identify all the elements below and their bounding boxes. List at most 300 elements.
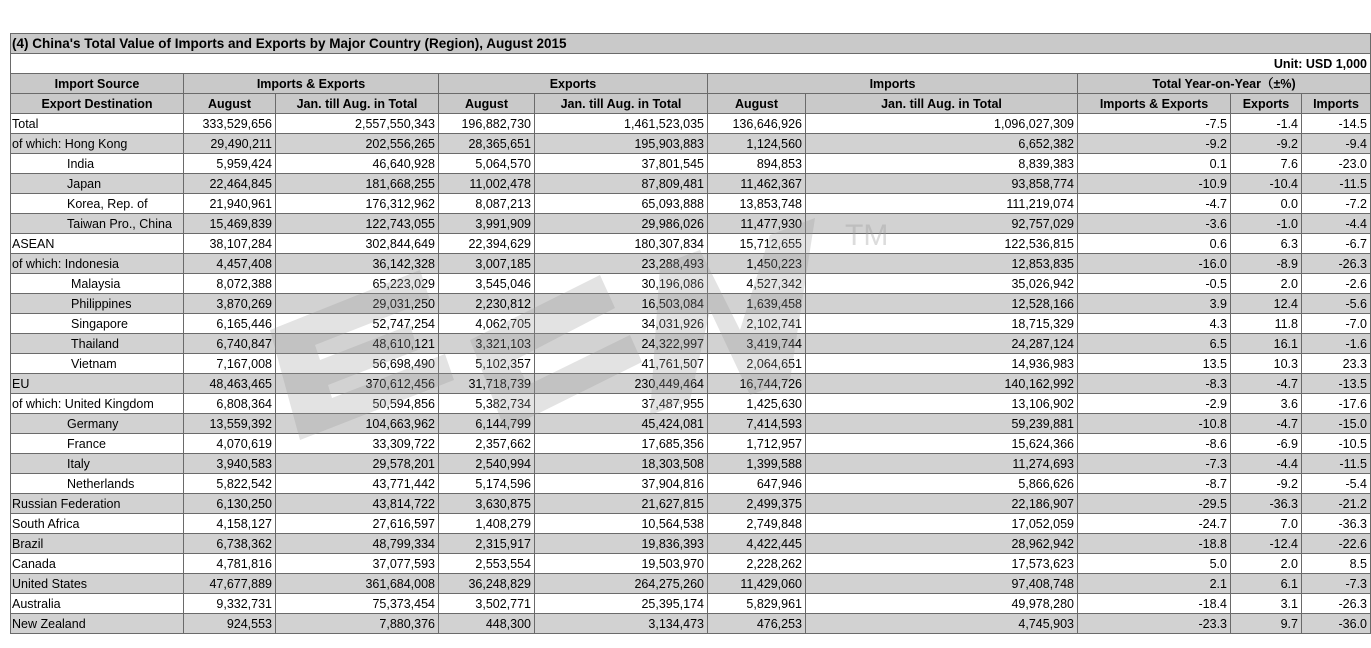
cell-value: -36.0 (1302, 614, 1371, 634)
table-row (11, 234, 1371, 254)
cell-value: 3,502,771 (439, 594, 535, 614)
cell-value: 2,228,262 (708, 554, 806, 574)
cell-value: 2.0 (1231, 554, 1302, 574)
row-country-name: of which: United Kingdom (11, 394, 184, 414)
cell-value: 65,223,029 (276, 274, 439, 294)
row-country-name: Japan (11, 174, 184, 194)
cell-value: 29,031,250 (276, 294, 439, 314)
cell-value: 5,829,961 (708, 594, 806, 614)
cell-value: -1.4 (1231, 114, 1302, 134)
cell-value: 6,740,847 (184, 334, 276, 354)
cell-value: 4,062,705 (439, 314, 535, 334)
cell-value: 361,684,008 (276, 574, 439, 594)
cell-value: -6.9 (1231, 434, 1302, 454)
table-row (11, 294, 1371, 314)
cell-value: 29,490,211 (184, 134, 276, 154)
cell-value: 15,624,366 (806, 434, 1078, 454)
cell-value: 7.6 (1231, 154, 1302, 174)
cell-value: -26.3 (1302, 594, 1371, 614)
header-ie-ytd: Jan. till Aug. in Total (276, 94, 439, 114)
cell-value: -4.7 (1231, 374, 1302, 394)
cell-value: 3,545,046 (439, 274, 535, 294)
cell-value: 2,230,812 (439, 294, 535, 314)
row-country-name: Germany (11, 414, 184, 434)
cell-value: 38,107,284 (184, 234, 276, 254)
cell-value: -29.5 (1078, 494, 1231, 514)
cell-value: 476,253 (708, 614, 806, 634)
cell-value: -10.5 (1302, 434, 1371, 454)
cell-value: 43,771,442 (276, 474, 439, 494)
cell-value: 8,087,213 (439, 194, 535, 214)
cell-value: -7.5 (1078, 114, 1231, 134)
table-row (11, 474, 1371, 494)
cell-value: 6,808,364 (184, 394, 276, 414)
cell-value: -7.0 (1302, 314, 1371, 334)
cell-value: 22,186,907 (806, 494, 1078, 514)
cell-value: -22.6 (1302, 534, 1371, 554)
cell-value: -17.6 (1302, 394, 1371, 414)
cell-value: 4,422,445 (708, 534, 806, 554)
cell-value: 21,940,961 (184, 194, 276, 214)
cell-value: 4,457,408 (184, 254, 276, 274)
row-country-name: EU (11, 374, 184, 394)
row-country-name: Canada (11, 554, 184, 574)
cell-value: 36,142,328 (276, 254, 439, 274)
cell-value: 3.1 (1231, 594, 1302, 614)
cell-value: 47,677,889 (184, 574, 276, 594)
cell-value: 30,196,086 (535, 274, 708, 294)
cell-value: -8.7 (1078, 474, 1231, 494)
cell-value: 65,093,888 (535, 194, 708, 214)
cell-value: 230,449,464 (535, 374, 708, 394)
cell-value: 41,761,507 (535, 354, 708, 374)
cell-value: 3,007,185 (439, 254, 535, 274)
svg-text:TM: TM (845, 219, 889, 252)
table-row (11, 614, 1371, 634)
cell-value: 17,052,059 (806, 514, 1078, 534)
header-ex-august: August (439, 94, 535, 114)
cell-value: 104,663,962 (276, 414, 439, 434)
cell-value: 2.0 (1231, 274, 1302, 294)
cell-value: 28,962,942 (806, 534, 1078, 554)
cell-value: 11,429,060 (708, 574, 806, 594)
cell-value: 8,839,383 (806, 154, 1078, 174)
cell-value: 5,064,570 (439, 154, 535, 174)
cell-value: 19,836,393 (535, 534, 708, 554)
row-country-name: South Africa (11, 514, 184, 534)
header-yoy-im: Imports (1302, 94, 1371, 114)
cell-value: 7,167,008 (184, 354, 276, 374)
row-country-name: Brazil (11, 534, 184, 554)
cell-value: 181,668,255 (276, 174, 439, 194)
trade-table (10, 33, 1371, 634)
cell-value: -26.3 (1302, 254, 1371, 274)
cell-value: 2.1 (1078, 574, 1231, 594)
cell-value: 7,414,593 (708, 414, 806, 434)
header-imports: Imports (708, 74, 1078, 94)
cell-value: 33,309,722 (276, 434, 439, 454)
cell-value: 3,419,744 (708, 334, 806, 354)
cell-value: 93,858,774 (806, 174, 1078, 194)
cell-value: 3,870,269 (184, 294, 276, 314)
table-row (11, 374, 1371, 394)
cell-value: 202,556,265 (276, 134, 439, 154)
cell-value: 35,026,942 (806, 274, 1078, 294)
row-country-name: United States (11, 574, 184, 594)
cell-value: 2,064,651 (708, 354, 806, 374)
cell-value: 48,610,121 (276, 334, 439, 354)
cell-value: -15.0 (1302, 414, 1371, 434)
cell-value: 196,882,730 (439, 114, 535, 134)
cell-value: -24.7 (1078, 514, 1231, 534)
cell-value: -12.4 (1231, 534, 1302, 554)
cell-value: 16,744,726 (708, 374, 806, 394)
cell-value: 11,002,478 (439, 174, 535, 194)
cell-value: -9.4 (1302, 134, 1371, 154)
cell-value: 6,738,362 (184, 534, 276, 554)
cell-value: 1,124,560 (708, 134, 806, 154)
cell-value: 370,612,456 (276, 374, 439, 394)
row-country-name: Malaysia (11, 274, 184, 294)
cell-value: 9,332,731 (184, 594, 276, 614)
cell-value: -5.6 (1302, 294, 1371, 314)
cell-value: 15,469,839 (184, 214, 276, 234)
cell-value: 24,287,124 (806, 334, 1078, 354)
cell-value: 19,503,970 (535, 554, 708, 574)
row-country-name: ASEAN (11, 234, 184, 254)
header-import-source: Import Source (11, 74, 184, 94)
cell-value: 2,553,554 (439, 554, 535, 574)
header-yoy-ex: Exports (1231, 94, 1302, 114)
cell-value: -4.4 (1231, 454, 1302, 474)
cell-value: 264,275,260 (535, 574, 708, 594)
cell-value: 23,288,493 (535, 254, 708, 274)
header-im-ytd: Jan. till Aug. in Total (806, 94, 1078, 114)
row-country-name: Philippines (11, 294, 184, 314)
cell-value: 15,712,655 (708, 234, 806, 254)
cell-value: 924,553 (184, 614, 276, 634)
table-row (11, 534, 1371, 554)
cell-value: 1,425,630 (708, 394, 806, 414)
cell-value: 48,799,334 (276, 534, 439, 554)
row-country-name: Total (11, 114, 184, 134)
header-ie-august: August (184, 94, 276, 114)
cell-value: 25,395,174 (535, 594, 708, 614)
cell-value: -36.3 (1302, 514, 1371, 534)
cell-value: 13,106,902 (806, 394, 1078, 414)
cell-value: 37,077,593 (276, 554, 439, 574)
cell-value: 6,130,250 (184, 494, 276, 514)
table-row (11, 254, 1371, 274)
cell-value: 10,564,538 (535, 514, 708, 534)
cell-value: 111,219,074 (806, 194, 1078, 214)
cell-value: 3,321,103 (439, 334, 535, 354)
cell-value: 302,844,649 (276, 234, 439, 254)
cell-value: 29,986,026 (535, 214, 708, 234)
cell-value: 8,072,388 (184, 274, 276, 294)
cell-value: 122,536,815 (806, 234, 1078, 254)
table-row (11, 334, 1371, 354)
title-row (11, 34, 1371, 54)
cell-value: -4.4 (1302, 214, 1371, 234)
table-title: (4) China's Total Value of Imports and Exports by Major Country (Region), August 2015 (11, 34, 1371, 54)
row-country-name: Thailand (11, 334, 184, 354)
cell-value: 12.4 (1231, 294, 1302, 314)
cell-value: -23.0 (1302, 154, 1371, 174)
cell-value: -6.7 (1302, 234, 1371, 254)
cell-value: 448,300 (439, 614, 535, 634)
cell-value: 3,991,909 (439, 214, 535, 234)
cell-value: 87,809,481 (535, 174, 708, 194)
cell-value: -13.5 (1302, 374, 1371, 394)
row-country-name: France (11, 434, 184, 454)
table-row (11, 134, 1371, 154)
cell-value: 28,365,651 (439, 134, 535, 154)
cell-value: 3.6 (1231, 394, 1302, 414)
cell-value: 12,528,166 (806, 294, 1078, 314)
cell-value: 6,652,382 (806, 134, 1078, 154)
cell-value: -10.4 (1231, 174, 1302, 194)
table-row (11, 114, 1371, 134)
cell-value: 4,158,127 (184, 514, 276, 534)
cell-value: 5,959,424 (184, 154, 276, 174)
table-row (11, 414, 1371, 434)
table-row (11, 314, 1371, 334)
cell-value: -4.7 (1078, 194, 1231, 214)
cell-value: -5.4 (1302, 474, 1371, 494)
cell-value: -2.9 (1078, 394, 1231, 414)
cell-value: -9.2 (1231, 474, 1302, 494)
cell-value: 2,749,848 (708, 514, 806, 534)
cell-value: -1.0 (1231, 214, 1302, 234)
cell-value: 14,936,983 (806, 354, 1078, 374)
cell-value: -1.6 (1302, 334, 1371, 354)
cell-value: 29,578,201 (276, 454, 439, 474)
cell-value: 31,718,739 (439, 374, 535, 394)
table-body (11, 114, 1371, 634)
cell-value: 4,745,903 (806, 614, 1078, 634)
cell-value: 7.0 (1231, 514, 1302, 534)
cell-value: 46,640,928 (276, 154, 439, 174)
cell-value: 9.7 (1231, 614, 1302, 634)
cell-value: 13,559,392 (184, 414, 276, 434)
cell-value: 27,616,597 (276, 514, 439, 534)
cell-value: 75,373,454 (276, 594, 439, 614)
cell-value: 11,274,693 (806, 454, 1078, 474)
cell-value: 0.0 (1231, 194, 1302, 214)
cell-value: 3,134,473 (535, 614, 708, 634)
cell-value: 49,978,280 (806, 594, 1078, 614)
cell-value: 5.0 (1078, 554, 1231, 574)
cell-value: 5,102,357 (439, 354, 535, 374)
row-country-name: Australia (11, 594, 184, 614)
cell-value: -4.7 (1231, 414, 1302, 434)
cell-value: 1,461,523,035 (535, 114, 708, 134)
cell-value: 333,529,656 (184, 114, 276, 134)
cell-value: 6.5 (1078, 334, 1231, 354)
cell-value: 59,239,881 (806, 414, 1078, 434)
table-row (11, 494, 1371, 514)
cell-value: 0.6 (1078, 234, 1231, 254)
cell-value: 4.3 (1078, 314, 1231, 334)
cell-value: 5,174,596 (439, 474, 535, 494)
cell-value: 50,594,856 (276, 394, 439, 414)
cell-value: 48,463,465 (184, 374, 276, 394)
cell-value: 4,781,816 (184, 554, 276, 574)
cell-value: 1,712,957 (708, 434, 806, 454)
cell-value: 1,450,223 (708, 254, 806, 274)
row-country-name: Netherlands (11, 474, 184, 494)
cell-value: 37,801,545 (535, 154, 708, 174)
row-country-name: Russian Federation (11, 494, 184, 514)
row-country-name: Vietnam (11, 354, 184, 374)
cell-value: 3,940,583 (184, 454, 276, 474)
cell-value: 24,322,997 (535, 334, 708, 354)
cell-value: -10.8 (1078, 414, 1231, 434)
cell-value: 18,303,508 (535, 454, 708, 474)
cell-value: 2,540,994 (439, 454, 535, 474)
cell-value: 6.1 (1231, 574, 1302, 594)
cell-value: 11.8 (1231, 314, 1302, 334)
table-row (11, 214, 1371, 234)
table-row (11, 194, 1371, 214)
cell-value: 7,880,376 (276, 614, 439, 634)
table-row (11, 454, 1371, 474)
cell-value: 10.3 (1231, 354, 1302, 374)
cell-value: 6.3 (1231, 234, 1302, 254)
cell-value: 894,853 (708, 154, 806, 174)
cell-value: -10.9 (1078, 174, 1231, 194)
cell-value: 17,685,356 (535, 434, 708, 454)
cell-value: -14.5 (1302, 114, 1371, 134)
table-row (11, 154, 1371, 174)
cell-value: 5,866,626 (806, 474, 1078, 494)
cell-value: 92,757,029 (806, 214, 1078, 234)
cell-value: -8.9 (1231, 254, 1302, 274)
cell-value: 37,904,816 (535, 474, 708, 494)
cell-value: -7.3 (1078, 454, 1231, 474)
header-export-destination: Export Destination (11, 94, 184, 114)
cell-value: -2.6 (1302, 274, 1371, 294)
cell-value: 647,946 (708, 474, 806, 494)
cell-value: -9.2 (1231, 134, 1302, 154)
cell-value: 21,627,815 (535, 494, 708, 514)
table-row (11, 574, 1371, 594)
cell-value: 5,382,734 (439, 394, 535, 414)
cell-value: 97,408,748 (806, 574, 1078, 594)
table-row (11, 434, 1371, 454)
cell-value: 195,903,883 (535, 134, 708, 154)
cell-value: -18.8 (1078, 534, 1231, 554)
table-row (11, 514, 1371, 534)
cell-value: 6,165,446 (184, 314, 276, 334)
cell-value: 34,031,926 (535, 314, 708, 334)
row-country-name: of which: Indonesia (11, 254, 184, 274)
cell-value: -9.2 (1078, 134, 1231, 154)
cell-value: 23.3 (1302, 354, 1371, 374)
cell-value: 3.9 (1078, 294, 1231, 314)
row-country-name: India (11, 154, 184, 174)
unit-row (11, 54, 1371, 74)
cell-value: 180,307,834 (535, 234, 708, 254)
cell-value: 140,162,992 (806, 374, 1078, 394)
header-row-2 (11, 94, 1371, 114)
cell-value: 4,527,342 (708, 274, 806, 294)
cell-value: -3.6 (1078, 214, 1231, 234)
table-row (11, 174, 1371, 194)
header-ex-ytd: Jan. till Aug. in Total (535, 94, 708, 114)
header-yoy-ie: Imports & Exports (1078, 94, 1231, 114)
cell-value: 2,557,550,343 (276, 114, 439, 134)
table-row (11, 594, 1371, 614)
cell-value: 18,715,329 (806, 314, 1078, 334)
cell-value: 22,394,629 (439, 234, 535, 254)
cell-value: 56,698,490 (276, 354, 439, 374)
cell-value: 2,102,741 (708, 314, 806, 334)
header-imports-exports: Imports & Exports (184, 74, 439, 94)
header-yoy: Total Year-on-Year（±%) (1078, 74, 1371, 94)
cell-value: 22,464,845 (184, 174, 276, 194)
cell-value: 36,248,829 (439, 574, 535, 594)
cell-value: 45,424,081 (535, 414, 708, 434)
cell-value: 2,315,917 (439, 534, 535, 554)
cell-value: -8.6 (1078, 434, 1231, 454)
cell-value: 1,408,279 (439, 514, 535, 534)
cell-value: 6,144,799 (439, 414, 535, 434)
table-row (11, 354, 1371, 374)
cell-value: 37,487,955 (535, 394, 708, 414)
cell-value: -11.5 (1302, 174, 1371, 194)
cell-value: 5,822,542 (184, 474, 276, 494)
cell-value: -8.3 (1078, 374, 1231, 394)
cell-value: 122,743,055 (276, 214, 439, 234)
cell-value: 1,639,458 (708, 294, 806, 314)
cell-value: -7.2 (1302, 194, 1371, 214)
cell-value: 1,399,588 (708, 454, 806, 474)
cell-value: 136,646,926 (708, 114, 806, 134)
cell-value: 1,096,027,309 (806, 114, 1078, 134)
row-country-name: Italy (11, 454, 184, 474)
header-im-august: August (708, 94, 806, 114)
cell-value: 4,070,619 (184, 434, 276, 454)
cell-value: -11.5 (1302, 454, 1371, 474)
cell-value: -0.5 (1078, 274, 1231, 294)
cell-value: 43,814,722 (276, 494, 439, 514)
row-country-name: New Zealand (11, 614, 184, 634)
cell-value: 0.1 (1078, 154, 1231, 174)
cell-value: 176,312,962 (276, 194, 439, 214)
cell-value: 12,853,835 (806, 254, 1078, 274)
cell-value: 11,477,930 (708, 214, 806, 234)
cell-value: 11,462,367 (708, 174, 806, 194)
cell-value: 16,503,084 (535, 294, 708, 314)
cell-value: -18.4 (1078, 594, 1231, 614)
cell-value: 3,630,875 (439, 494, 535, 514)
row-country-name: Taiwan Pro., China (11, 214, 184, 234)
cell-value: 52,747,254 (276, 314, 439, 334)
table-row (11, 274, 1371, 294)
cell-value: -21.2 (1302, 494, 1371, 514)
cell-value: -36.3 (1231, 494, 1302, 514)
cell-value: 17,573,623 (806, 554, 1078, 574)
cell-value: -23.3 (1078, 614, 1231, 634)
row-country-name: Singapore (11, 314, 184, 334)
unit-label: Unit: USD 1,000 (11, 54, 1371, 74)
row-country-name: Korea, Rep. of (11, 194, 184, 214)
cell-value: 8.5 (1302, 554, 1371, 574)
table-row (11, 554, 1371, 574)
header-exports: Exports (439, 74, 708, 94)
